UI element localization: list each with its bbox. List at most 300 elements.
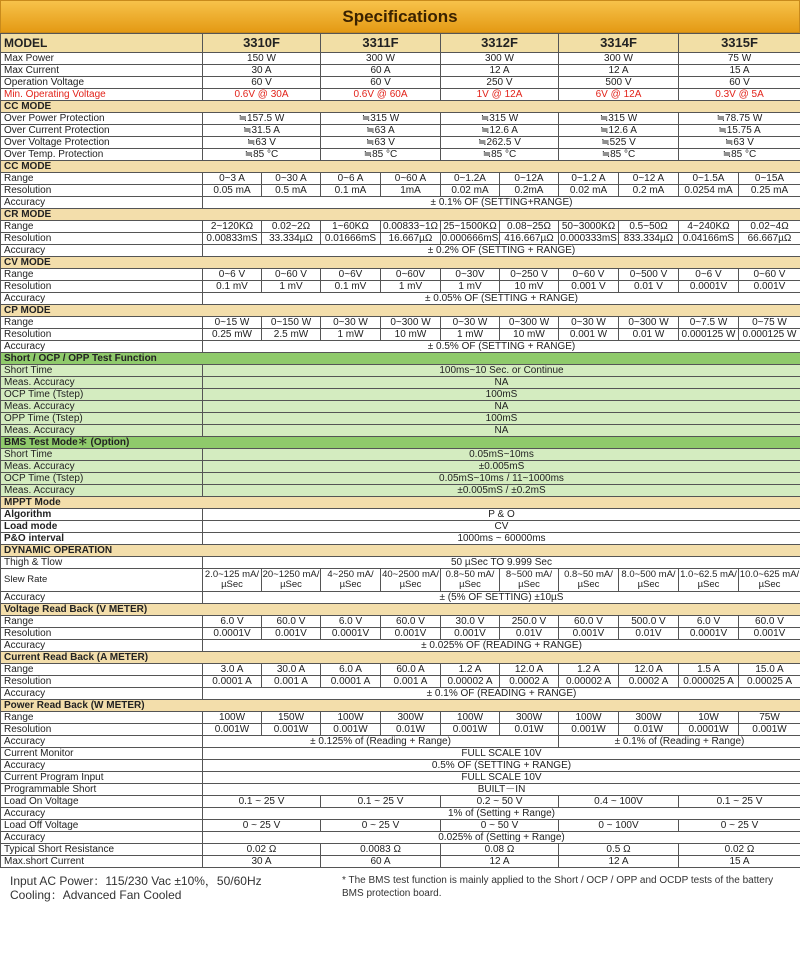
spec-row bbox=[1, 461, 800, 473]
model-label: MODEL bbox=[1, 34, 203, 53]
spec-label: P&O interval bbox=[1, 533, 203, 545]
spec-table bbox=[0, 33, 800, 868]
spec-value: 0.08~25Ω bbox=[500, 221, 559, 233]
spec-label: Accuracy bbox=[1, 832, 203, 844]
spec-value: 0.001V bbox=[262, 628, 321, 640]
spec-value: 0~6 A bbox=[321, 173, 381, 185]
spec-value: 0.0002 A bbox=[619, 676, 679, 688]
spec-row bbox=[1, 413, 800, 425]
spec-row bbox=[1, 557, 800, 569]
footer bbox=[0, 868, 800, 918]
spec-row bbox=[1, 772, 800, 784]
model-name: 3312F bbox=[441, 34, 559, 53]
model-header-row bbox=[1, 34, 800, 53]
section-title: DYNAMIC OPERATION bbox=[1, 545, 800, 557]
spec-value: 12 A bbox=[441, 65, 559, 77]
spec-value: 0.001V bbox=[441, 628, 500, 640]
spec-value: 0.01666mS bbox=[321, 233, 381, 245]
section-header-row bbox=[1, 353, 800, 365]
section-title: MPPT Mode bbox=[1, 497, 800, 509]
spec-value: NA bbox=[203, 401, 800, 413]
spec-value: 30.0 A bbox=[262, 664, 321, 676]
spec-value: 0~7.5 W bbox=[679, 317, 739, 329]
spec-value: 0~500 V bbox=[619, 269, 679, 281]
spec-value: 0.00002 A bbox=[559, 676, 619, 688]
spec-label: Resolution bbox=[1, 185, 203, 197]
spec-value: 10 mV bbox=[500, 281, 559, 293]
spec-row bbox=[1, 221, 800, 233]
footer-left bbox=[10, 874, 262, 902]
spec-value: ≒157.5 W bbox=[203, 113, 321, 125]
spec-label: Accuracy bbox=[1, 197, 203, 209]
spec-row bbox=[1, 65, 800, 77]
spec-value: ≒15.75 A bbox=[679, 125, 800, 137]
spec-label: Accuracy bbox=[1, 760, 203, 772]
spec-value: 0~30 W bbox=[321, 317, 381, 329]
spec-value: 1% of (Setting + Range) bbox=[203, 808, 800, 820]
spec-value: 300W bbox=[381, 712, 441, 724]
spec-value: 0.02 mA bbox=[559, 185, 619, 197]
spec-value: 1.2 A bbox=[441, 664, 500, 676]
spec-row bbox=[1, 389, 800, 401]
model-name: 3314F bbox=[559, 34, 679, 53]
spec-label: Range bbox=[1, 664, 203, 676]
spec-value: 833.334µΩ bbox=[619, 233, 679, 245]
spec-value: ≒85 °C bbox=[441, 149, 559, 161]
spec-label: Accuracy bbox=[1, 736, 203, 748]
spec-label: OPP Time (Tstep) bbox=[1, 413, 203, 425]
spec-value: 0~30V bbox=[441, 269, 500, 281]
spec-row bbox=[1, 521, 800, 533]
spec-row bbox=[1, 185, 800, 197]
spec-label: Meas. Accuracy bbox=[1, 401, 203, 413]
spec-label: Accuracy bbox=[1, 592, 203, 604]
spec-row bbox=[1, 377, 800, 389]
spec-value: 1.5 A bbox=[679, 664, 739, 676]
spec-value: 30.0 V bbox=[441, 616, 500, 628]
section-title: Current Read Back (A METER) bbox=[1, 652, 800, 664]
spec-row bbox=[1, 89, 800, 101]
spec-row bbox=[1, 820, 800, 832]
spec-row bbox=[1, 688, 800, 700]
spec-row bbox=[1, 113, 800, 125]
spec-value: 60.0 A bbox=[381, 664, 441, 676]
spec-value: 300 W bbox=[559, 53, 679, 65]
page-title: Specifications bbox=[0, 0, 800, 33]
spec-value: ± 0.1% OF (READING + RANGE) bbox=[203, 688, 800, 700]
spec-value: ≒63 V bbox=[679, 137, 800, 149]
spec-value: 0.2 mA bbox=[619, 185, 679, 197]
spec-value: 0 ~ 25 V bbox=[321, 820, 441, 832]
spec-value: 250.0 V bbox=[500, 616, 559, 628]
spec-row bbox=[1, 844, 800, 856]
spec-label: Accuracy bbox=[1, 640, 203, 652]
spec-row bbox=[1, 784, 800, 796]
spec-value: 0~3 A bbox=[203, 173, 262, 185]
spec-value: 0~6V bbox=[321, 269, 381, 281]
spec-value: 0.6V @ 60A bbox=[321, 89, 441, 101]
spec-value: 0~15 W bbox=[203, 317, 262, 329]
spec-value: 1 mW bbox=[321, 329, 381, 341]
spec-value: 60.0 V bbox=[381, 616, 441, 628]
spec-value: ± 0.5% OF (SETTING + RANGE) bbox=[203, 341, 800, 353]
spec-row bbox=[1, 233, 800, 245]
spec-value: 0.00833~1Ω bbox=[381, 221, 441, 233]
spec-value: P & O bbox=[203, 509, 800, 521]
spec-value: 12 A bbox=[559, 856, 679, 868]
spec-value: 20~1250 mA/µSec bbox=[262, 569, 320, 590]
spec-value: FULL SCALE 10V bbox=[203, 748, 800, 760]
spec-value: 0.000333mS bbox=[560, 233, 617, 244]
section-header-row bbox=[1, 209, 800, 221]
spec-value: ± 0.2% OF (SETTING + RANGE) bbox=[203, 245, 800, 257]
spec-label: Load Off Voltage bbox=[1, 820, 203, 832]
section-header-row bbox=[1, 305, 800, 317]
spec-value: 0.1 mV bbox=[203, 281, 262, 293]
spec-value: ≒85 °C bbox=[679, 149, 800, 161]
spec-value: CV bbox=[203, 521, 800, 533]
spec-label: Thigh & Tlow bbox=[1, 557, 203, 569]
spec-value: 6V @ 12A bbox=[559, 89, 679, 101]
spec-value: 0.0001 A bbox=[321, 676, 381, 688]
spec-label: Programmable Short bbox=[1, 784, 203, 796]
spec-value: 0.4 ~ 100V bbox=[559, 796, 679, 808]
spec-value: 1mA bbox=[381, 185, 441, 197]
spec-value: 0~300 W bbox=[619, 317, 679, 329]
spec-value: 0~15A bbox=[739, 173, 800, 185]
spec-row bbox=[1, 760, 800, 772]
spec-row bbox=[1, 245, 800, 257]
spec-label: Range bbox=[1, 269, 203, 281]
spec-value: 15 A bbox=[679, 856, 800, 868]
section-header-row bbox=[1, 437, 800, 449]
spec-label: Accuracy bbox=[1, 245, 203, 257]
spec-value: 0.025% of (Setting + Range) bbox=[203, 832, 800, 844]
section-header-row bbox=[1, 700, 800, 712]
spec-row bbox=[1, 592, 800, 604]
spec-label: Load mode bbox=[1, 521, 203, 533]
spec-value: NA bbox=[203, 425, 800, 437]
spec-value: 50~3000KΩ bbox=[559, 221, 619, 233]
spec-value: 0~60 V bbox=[559, 269, 619, 281]
spec-value: 0~300 W bbox=[500, 317, 559, 329]
spec-value: 0.2 ~ 50 V bbox=[441, 796, 559, 808]
spec-value: 0.001W bbox=[203, 724, 262, 736]
section-title: CP MODE bbox=[1, 305, 800, 317]
spec-value: 0.05 mA bbox=[203, 185, 262, 197]
spec-value: 0.001W bbox=[739, 724, 800, 736]
spec-value: 100mS bbox=[203, 389, 800, 401]
section-title: Short / OCP / OPP Test Function bbox=[1, 353, 800, 365]
spec-value: 0.001W bbox=[321, 724, 381, 736]
spec-value: 0.8~50 mA/µSec bbox=[559, 569, 619, 592]
spec-value: 0.001W bbox=[262, 724, 321, 736]
section-header-row bbox=[1, 604, 800, 616]
spec-value: 0.5 Ω bbox=[559, 844, 679, 856]
section-header-row bbox=[1, 545, 800, 557]
spec-row bbox=[1, 281, 800, 293]
spec-label: Resolution bbox=[1, 281, 203, 293]
spec-value: 3.0 A bbox=[203, 664, 262, 676]
spec-label: OCP Time (Tstep) bbox=[1, 389, 203, 401]
spec-value: 0~30 W bbox=[441, 317, 500, 329]
spec-value: 0.1 ~ 25 V bbox=[203, 796, 321, 808]
spec-value: 0.0001V bbox=[203, 628, 262, 640]
spec-value: 0.0001V bbox=[321, 628, 381, 640]
spec-value: 300W bbox=[500, 712, 559, 724]
cooling-text: Cooling：Advanced Fan Cooled bbox=[10, 888, 182, 902]
section-title: CR MODE bbox=[1, 209, 800, 221]
spec-value: 0.02~4Ω bbox=[739, 221, 800, 233]
spec-value: 0~30 W bbox=[559, 317, 619, 329]
spec-value: 0.04166mS bbox=[679, 233, 739, 245]
spec-label: Max Current bbox=[1, 65, 203, 77]
spec-value: 50 µSec TO 9.999 Sec bbox=[203, 557, 800, 569]
spec-value: 6.0 V bbox=[203, 616, 262, 628]
spec-value: 30 A bbox=[203, 65, 321, 77]
section-header-row bbox=[1, 497, 800, 509]
spec-value: 0~1.2 A bbox=[559, 173, 619, 185]
spec-label: Accuracy bbox=[1, 341, 203, 353]
spec-label: OCP Time (Tstep) bbox=[1, 473, 203, 485]
spec-value: 100ms~10 Sec. or Continue bbox=[203, 365, 800, 377]
spec-value: 0.1 mV bbox=[321, 281, 381, 293]
spec-value: 2.5 mW bbox=[262, 329, 321, 341]
spec-label: Range bbox=[1, 616, 203, 628]
spec-value: 1 mV bbox=[262, 281, 321, 293]
section-header-row bbox=[1, 101, 800, 113]
spec-value: 1000ms ~ 60000ms bbox=[203, 533, 800, 545]
spec-label: Over Power Protection bbox=[1, 113, 203, 125]
spec-value: ±0.005mS / ±0.2mS bbox=[203, 485, 800, 497]
spec-label: Over Current Protection bbox=[1, 125, 203, 137]
spec-value: 300 W bbox=[441, 53, 559, 65]
spec-label: Resolution bbox=[1, 628, 203, 640]
spec-value: 100W bbox=[321, 712, 381, 724]
spec-value: 0 ~ 50 V bbox=[441, 820, 559, 832]
spec-value: 500 V bbox=[559, 77, 679, 89]
spec-value: 250 V bbox=[441, 77, 559, 89]
spec-row bbox=[1, 748, 800, 760]
spec-value: 150 W bbox=[203, 53, 321, 65]
spec-value: 0.6V @ 30A bbox=[203, 89, 321, 101]
spec-value: 0~1.2A bbox=[441, 173, 500, 185]
spec-value: 0.5% OF (SETTING + RANGE) bbox=[203, 760, 800, 772]
spec-value: ≒85 °C bbox=[203, 149, 321, 161]
spec-value: 4~250 mA/µSec bbox=[321, 569, 381, 592]
spec-row bbox=[1, 808, 800, 820]
spec-label: Accuracy bbox=[1, 293, 203, 305]
spec-value: 0.00833mS bbox=[203, 233, 262, 245]
spec-value: 2~120KΩ bbox=[203, 221, 262, 233]
spec-value: 60 V bbox=[679, 77, 800, 89]
spec-value: 0.8~50 mA/µSec bbox=[441, 569, 500, 592]
spec-value: 0~60 A bbox=[381, 173, 441, 185]
spec-value: 1V @ 12A bbox=[441, 89, 559, 101]
spec-value: 0.000125 W bbox=[679, 329, 739, 341]
spec-row bbox=[1, 149, 800, 161]
spec-label: Range bbox=[1, 221, 203, 233]
spec-row bbox=[1, 616, 800, 628]
spec-value: 0.5~50Ω bbox=[619, 221, 679, 233]
spec-value: 4~240KΩ bbox=[679, 221, 739, 233]
spec-value: 60.0 V bbox=[559, 616, 619, 628]
spec-value: 25~1500KΩ bbox=[441, 221, 500, 233]
spec-label: Short Time bbox=[1, 365, 203, 377]
spec-value: 0.0001W bbox=[679, 724, 739, 736]
spec-value: 60 V bbox=[203, 77, 321, 89]
spec-value: 0.0001V bbox=[679, 281, 739, 293]
spec-label: Typical Short Resistance bbox=[1, 844, 203, 856]
spec-value: 0.0254 mA bbox=[679, 185, 739, 197]
spec-value: 0~60 V bbox=[739, 269, 800, 281]
spec-value: 100W bbox=[203, 712, 262, 724]
spec-label: Max.short Current bbox=[1, 856, 203, 868]
section-header-row bbox=[1, 161, 800, 173]
spec-value: ± 0.125% of (Reading + Range) bbox=[203, 736, 559, 748]
spec-value: 0.000666mS bbox=[441, 233, 499, 244]
spec-value: 0.25 mA bbox=[739, 185, 800, 197]
spec-value: 0~300 W bbox=[381, 317, 441, 329]
spec-value: 0.000025 A bbox=[679, 676, 739, 688]
spec-value: FULL SCALE 10V bbox=[203, 772, 800, 784]
spec-value: 0.001 W bbox=[559, 329, 619, 341]
spec-value: 0.05mS~10ms bbox=[203, 449, 800, 461]
spec-label: Resolution bbox=[1, 676, 203, 688]
section-title: CC MODE bbox=[1, 161, 800, 173]
spec-value: ≒12.6 A bbox=[559, 125, 679, 137]
spec-value: 0.05mS~10ms / 11~1000ms bbox=[203, 473, 800, 485]
spec-value: 1 mV bbox=[441, 281, 500, 293]
section-header-row bbox=[1, 652, 800, 664]
spec-value: ± 0.05% OF (SETTING + RANGE) bbox=[203, 293, 800, 305]
spec-value: 100mS bbox=[203, 413, 800, 425]
spec-row bbox=[1, 269, 800, 281]
spec-label: Meas. Accuracy bbox=[1, 377, 203, 389]
spec-value: 12.0 A bbox=[500, 664, 559, 676]
spec-value: 0~1.5A bbox=[679, 173, 739, 185]
spec-value: 60.0 V bbox=[262, 616, 321, 628]
spec-row bbox=[1, 293, 800, 305]
spec-row bbox=[1, 449, 800, 461]
spec-value: 8.0~500 mA/µSec bbox=[619, 569, 679, 592]
spec-value: ± 0.1% of (Reading + Range) bbox=[559, 736, 800, 748]
spec-row bbox=[1, 317, 800, 329]
spec-value: 0.001V bbox=[739, 628, 800, 640]
spec-value: ≒63 V bbox=[203, 137, 321, 149]
spec-value: 0.1 ~ 25 V bbox=[679, 796, 800, 808]
spec-value: 0.001 A bbox=[262, 676, 321, 688]
spec-label: Range bbox=[1, 173, 203, 185]
section-header-row bbox=[1, 257, 800, 269]
spec-value: ≒78.75 W bbox=[679, 113, 800, 125]
spec-value: 30 A bbox=[203, 856, 321, 868]
spec-label: Resolution bbox=[1, 329, 203, 341]
spec-value: 6.0 A bbox=[321, 664, 381, 676]
spec-label: Min. Operating Voltage bbox=[1, 89, 203, 101]
spec-label: Over Temp. Protection bbox=[1, 149, 203, 161]
spec-value: 0.001W bbox=[559, 724, 619, 736]
spec-value: 33.334µΩ bbox=[262, 233, 321, 245]
section-title: BMS Test Mode＊ (Option) bbox=[1, 437, 800, 449]
model-name: 3310F bbox=[203, 34, 321, 53]
spec-label: Operation Voltage bbox=[1, 77, 203, 89]
spec-value: 100W bbox=[441, 712, 500, 724]
spec-value: ≒315 W bbox=[559, 113, 679, 125]
spec-value: ≒315 W bbox=[441, 113, 559, 125]
spec-value: 15 A bbox=[679, 65, 800, 77]
spec-row bbox=[1, 640, 800, 652]
spec-value: 10 mW bbox=[381, 329, 441, 341]
spec-value: 1~60KΩ bbox=[321, 221, 381, 233]
spec-value: 66.667µΩ bbox=[739, 233, 800, 245]
spec-value: 0.02 mA bbox=[441, 185, 500, 197]
section-title: Power Read Back (W METER) bbox=[1, 700, 800, 712]
spec-value: ≒12.6 A bbox=[441, 125, 559, 137]
spec-value: 0.1 ~ 25 V bbox=[321, 796, 441, 808]
spec-value: 0.01V bbox=[500, 628, 559, 640]
spec-value: 1.0~62.5 mA/µSec bbox=[680, 569, 737, 590]
spec-value: 75 W bbox=[679, 53, 800, 65]
spec-row bbox=[1, 197, 800, 209]
spec-row bbox=[1, 341, 800, 353]
spec-value: 0.0001V bbox=[679, 628, 739, 640]
spec-label: Current Program Input bbox=[1, 772, 203, 784]
spec-value: 60 A bbox=[321, 65, 441, 77]
spec-row bbox=[1, 533, 800, 545]
spec-value: 100W bbox=[559, 712, 619, 724]
spec-label: Resolution bbox=[1, 233, 203, 245]
spec-row bbox=[1, 77, 800, 89]
spec-value: 0~250 V bbox=[500, 269, 559, 281]
spec-row bbox=[1, 628, 800, 640]
spec-value: 6.0 V bbox=[679, 616, 739, 628]
spec-label: Range bbox=[1, 317, 203, 329]
spec-row bbox=[1, 125, 800, 137]
spec-value: 0~12 A bbox=[619, 173, 679, 185]
spec-value: 1 mV bbox=[381, 281, 441, 293]
spec-row bbox=[1, 676, 800, 688]
spec-value: 0.0002 A bbox=[500, 676, 559, 688]
bms-footnote: * The BMS test function is mainly applied to the Short / OCP / OPP and OCDP tests of the battery BMS protection board. bbox=[342, 875, 774, 899]
spec-label: Accuracy bbox=[1, 688, 203, 700]
spec-value: 0~30 A bbox=[262, 173, 321, 185]
spec-row bbox=[1, 736, 800, 748]
spec-value: 416.667µΩ bbox=[500, 233, 559, 245]
spec-label: Short Time bbox=[1, 449, 203, 461]
spec-value: 16.667µΩ bbox=[381, 233, 441, 245]
spec-label: Current Monitor bbox=[1, 748, 203, 760]
spec-label: Over Voltage Protection bbox=[1, 137, 203, 149]
spec-value: 8~500 mA/µSec bbox=[500, 569, 559, 592]
spec-value: 0.001 A bbox=[381, 676, 441, 688]
spec-row bbox=[1, 329, 800, 341]
spec-value: 0.01W bbox=[381, 724, 441, 736]
spec-value: 10 mW bbox=[500, 329, 559, 341]
spec-label: Max Power bbox=[1, 53, 203, 65]
spec-value: 0~12A bbox=[500, 173, 559, 185]
spec-row bbox=[1, 137, 800, 149]
spec-value: 0 ~ 25 V bbox=[203, 820, 321, 832]
spec-value: 300W bbox=[619, 712, 679, 724]
spec-value: NA bbox=[203, 377, 800, 389]
spec-value: 0~60 V bbox=[262, 269, 321, 281]
spec-row bbox=[1, 509, 800, 521]
section-title: CV MODE bbox=[1, 257, 800, 269]
spec-value: 0.000125 W bbox=[739, 329, 800, 341]
spec-value: 0.01 W bbox=[619, 329, 679, 341]
spec-row bbox=[1, 856, 800, 868]
